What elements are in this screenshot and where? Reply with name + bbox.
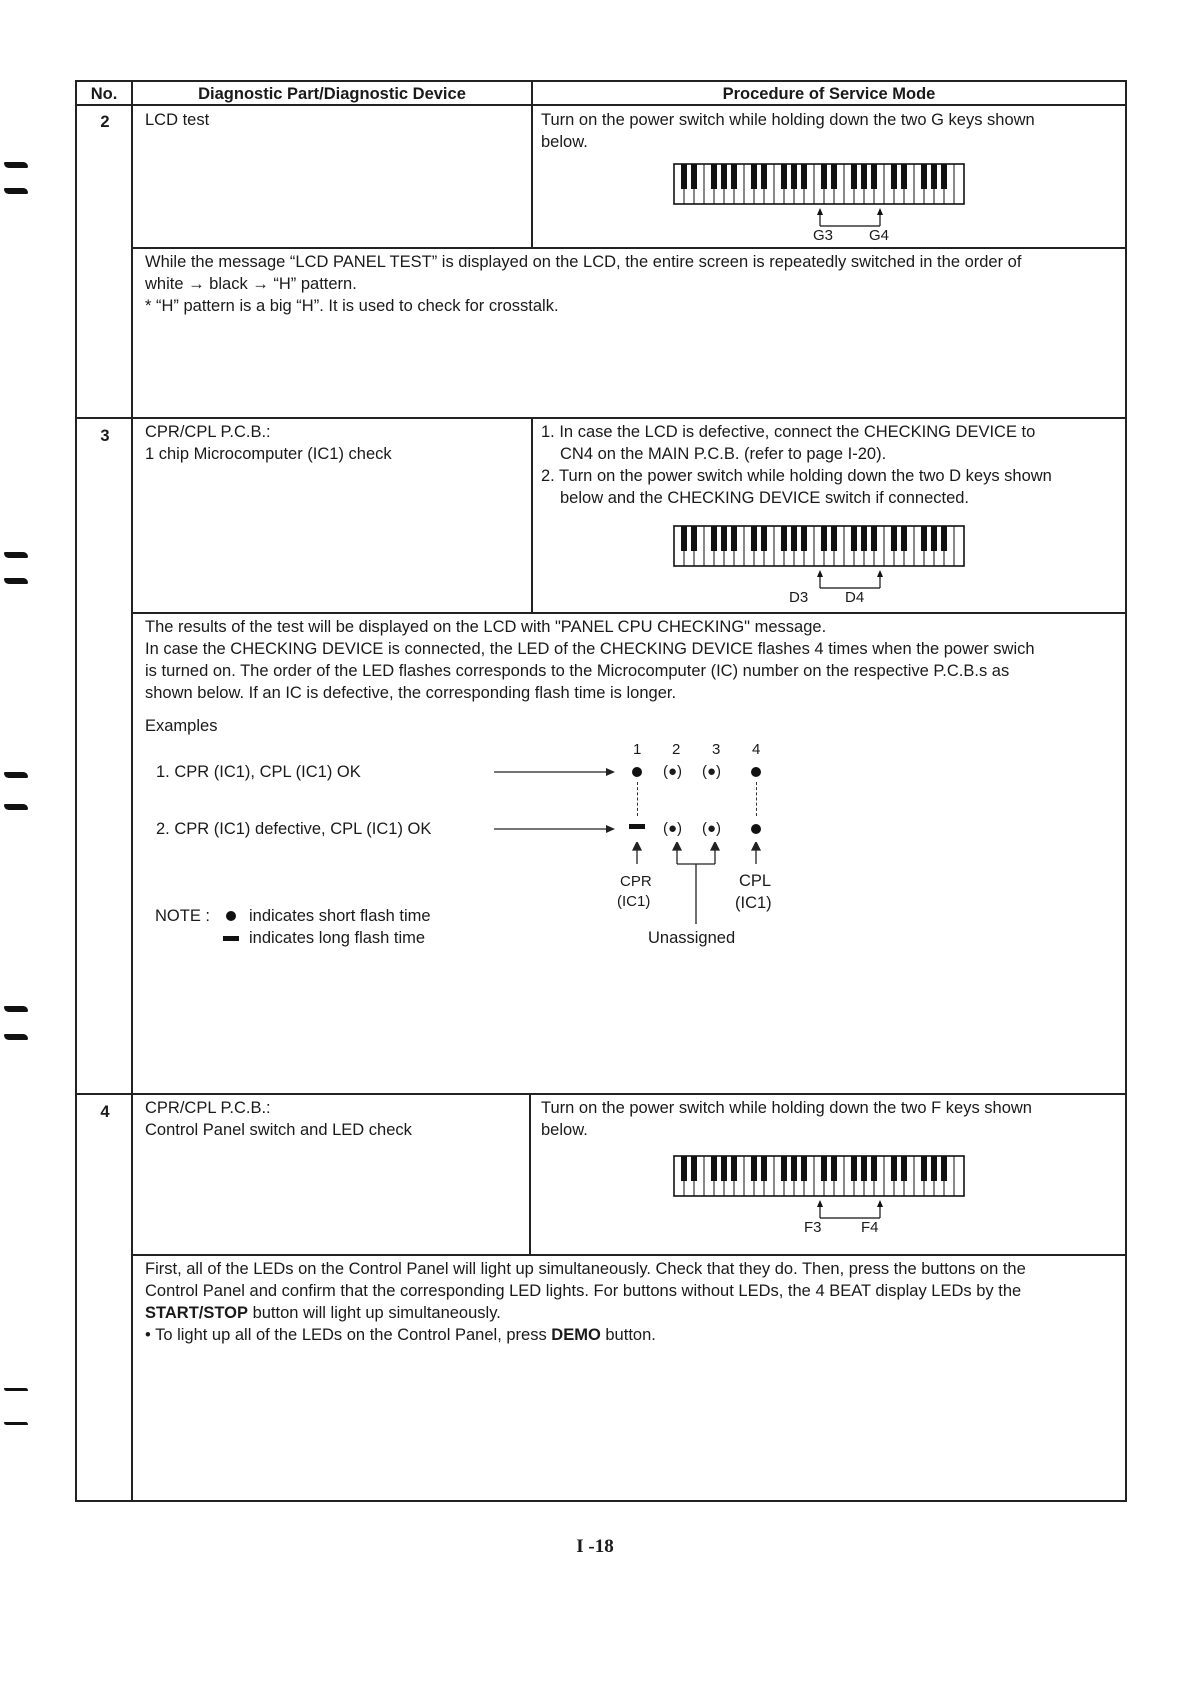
examples-title: Examples — [145, 717, 218, 735]
procedure-text: Turn on the power switch while holding down the two G keys shown — [541, 111, 1035, 129]
short-flash-icon — [632, 767, 642, 777]
header-no: No. — [90, 85, 118, 103]
result-text: The results of the test will be displayed on the LCD with "PANEL CPU CHECKING" message. — [145, 618, 827, 636]
unassigned-label: Unassigned — [648, 929, 736, 947]
note-prefix: NOTE : — [155, 907, 211, 925]
start-stop-label: START/STOP — [145, 1304, 248, 1322]
procedure-text: 2. Turn on the power switch while holding down the two D keys shown — [541, 467, 1052, 485]
diagnostic-part: LCD test — [145, 111, 210, 129]
flash-column-4: 4 — [752, 741, 761, 758]
procedure-text: 1. In case the LCD is defective, connect the CHECKING DEVICE to — [541, 423, 1036, 441]
example-item: 1. CPR (IC1), CPL (IC1) OK — [156, 763, 361, 781]
cpr-ic1-label: (IC1) — [617, 893, 651, 910]
binder-mark — [4, 1034, 28, 1040]
keyboard-diagram — [672, 524, 968, 608]
diagnostic-part: CPR/CPL P.C.B.: — [145, 1099, 271, 1117]
key-label-d4: D4 — [845, 589, 865, 606]
header-diagnostic-part: Diagnostic Part/Diagnostic Device — [198, 85, 466, 103]
binder-mark — [4, 552, 28, 558]
unassigned-flash-icon: (●) — [663, 820, 683, 837]
key-label-g3: G3 — [813, 227, 834, 244]
binder-mark — [4, 1006, 28, 1012]
binder-mark — [4, 578, 28, 584]
header-procedure: Procedure of Service Mode — [722, 85, 936, 103]
result-text: white → black → “H” pattern. — [145, 275, 357, 293]
procedure-text: below. — [541, 1121, 588, 1139]
flash-column-1: 1 — [633, 741, 642, 758]
result-text: Control Panel and confirm that the corresponding LED lights. For buttons without LEDs, the 4 BEAT display LEDs by the — [145, 1282, 1022, 1300]
unassigned-flash-icon: (●) — [702, 820, 722, 837]
procedure-text: CN4 on the MAIN P.C.B. (refer to page I-20). — [560, 445, 887, 463]
dashed-connector — [756, 782, 757, 816]
note-long: indicates long flash time — [249, 929, 426, 947]
flash-column-2: 2 — [672, 741, 681, 758]
demo-label: DEMO — [551, 1326, 601, 1344]
diagnostic-part: 1 chip Microcomputer (IC1) check — [145, 445, 392, 463]
dashed-connector — [637, 782, 638, 816]
procedure-text: below and the CHECKING DEVICE switch if connected. — [560, 489, 970, 507]
long-flash-icon — [223, 936, 239, 941]
key-label-f4: F4 — [861, 1219, 879, 1236]
cpl-label: CPL — [739, 872, 772, 890]
unassigned-flash-icon: (●) — [702, 763, 722, 780]
row-number: 3 — [100, 427, 110, 445]
arrow-icon — [494, 823, 616, 835]
binder-mark — [4, 804, 28, 810]
binder-mark — [4, 1388, 28, 1391]
diagnostic-part: Control Panel switch and LED check — [145, 1121, 412, 1139]
procedure-text: Turn on the power switch while holding down the two F keys shown — [541, 1099, 1032, 1117]
binder-mark — [4, 1422, 28, 1425]
diagnostic-part: CPR/CPL P.C.B.: — [145, 423, 271, 441]
binder-mark — [4, 162, 28, 168]
example-item: 2. CPR (IC1) defective, CPL (IC1) OK — [156, 820, 432, 838]
binder-mark — [4, 772, 28, 778]
result-text: * “H” pattern is a big “H”. It is used to check for crosstalk. — [145, 297, 559, 315]
cpr-label: CPR — [620, 873, 652, 890]
binder-mark — [4, 188, 28, 194]
short-flash-icon — [226, 911, 236, 921]
long-flash-icon — [629, 824, 645, 829]
arrow-icon — [494, 766, 616, 778]
key-label-f3: F3 — [804, 1219, 822, 1236]
result-text: is turned on. The order of the LED flashes corresponds to the Microcomputer (IC) number on the respective P.C.B.s as — [145, 662, 1010, 680]
key-label-d3: D3 — [789, 589, 809, 606]
flash-column-3: 3 — [712, 741, 721, 758]
short-flash-icon — [751, 767, 761, 777]
result-text: START/STOP button will light up simultaneously. — [145, 1304, 501, 1322]
cpl-ic1-label: (IC1) — [735, 894, 772, 912]
result-text: • To light up all of the LEDs on the Control Panel, press DEMO button. — [145, 1326, 656, 1344]
row-number: 2 — [100, 113, 110, 131]
result-text: First, all of the LEDs on the Control Panel will light up simultaneously. Check that they do. Then, press the buttons on the — [145, 1260, 1026, 1278]
row-number: 4 — [100, 1103, 110, 1121]
note-short: indicates short flash time — [249, 907, 431, 925]
key-label-g4: G4 — [869, 227, 890, 244]
unassigned-flash-icon: (●) — [663, 763, 683, 780]
short-flash-icon — [751, 824, 761, 834]
procedure-text: below. — [541, 133, 588, 151]
result-text: While the message “LCD PANEL TEST” is displayed on the LCD, the entire screen is repeatedly switched in the order of — [145, 253, 1022, 271]
result-text: shown below. If an IC is defective, the corresponding flash time is longer. — [145, 684, 677, 702]
result-text: In case the CHECKING DEVICE is connected, the LED of the CHECKING DEVICE flashes 4 times when the power swich — [145, 640, 1035, 658]
page-number: I -18 — [576, 1536, 614, 1557]
